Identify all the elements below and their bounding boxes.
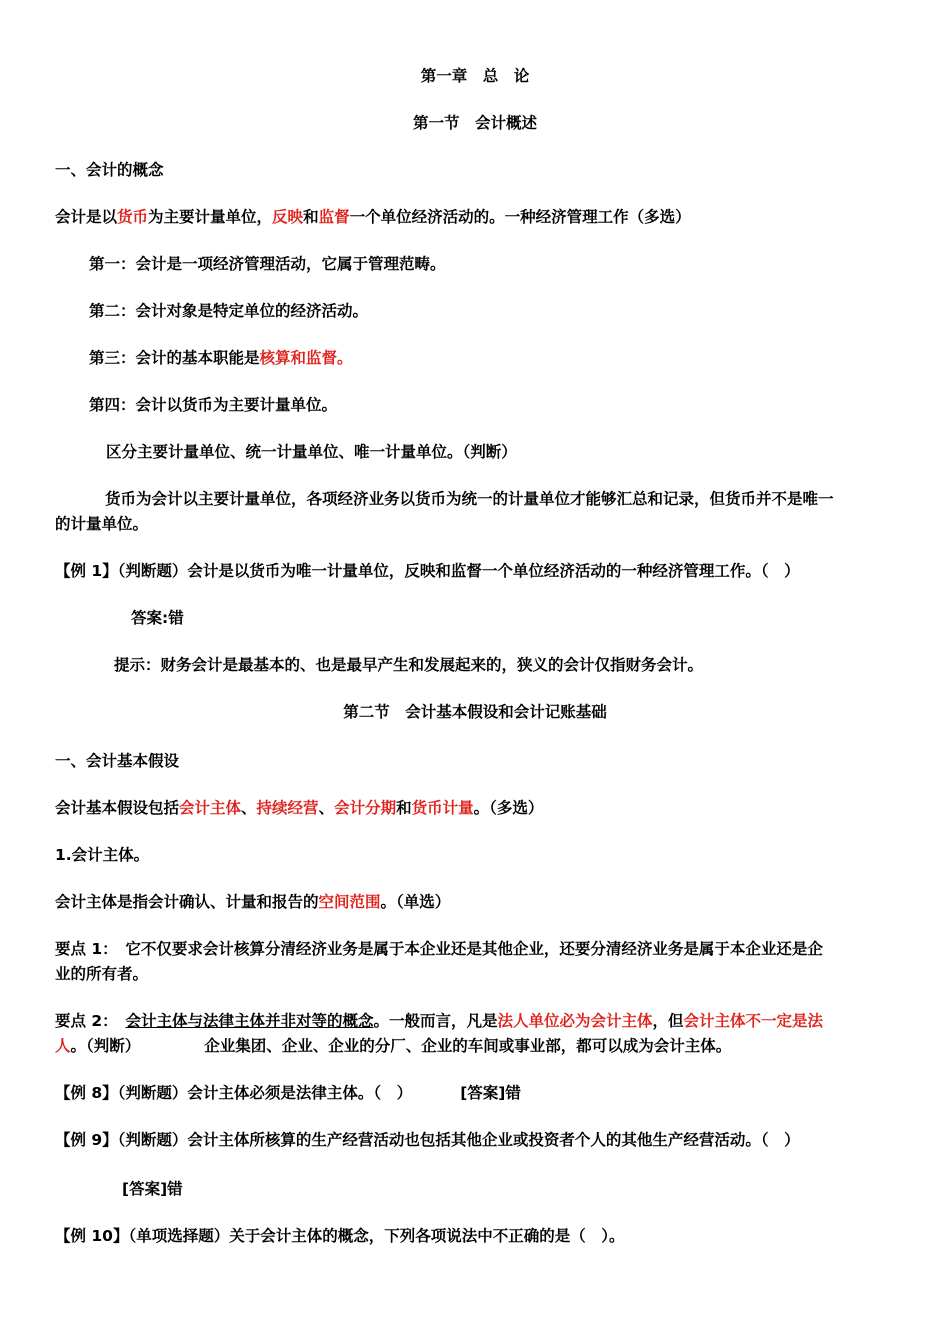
text: 。（单选） [380,893,451,911]
section1-title: 第一节 会计概述 [412,114,537,132]
highlight: 核算和监督。 [259,349,353,367]
text: 、 [318,799,335,817]
highlight: 监督 [318,208,350,226]
currency-paragraph-line1: 货币为会计以主要计量单位，各项经济业务以货币为统一的计量单位才能够汇总和记录，但货币并不是唯一 [105,490,834,508]
assumptions [55,796,543,821]
text: 。（多选） [473,799,544,817]
highlight: 反映 [272,208,304,226]
accounting-definition [55,205,691,230]
highlight: 人 [55,1037,71,1055]
example-10: 【例 10】（单项选择题）关于会计主体的概念，下列各项说法中不正确的是（ ）。 [55,1227,625,1245]
text: 和 [396,799,412,817]
entity-heading: 1.会计主体。 [55,846,150,864]
example-9: 【例 9】（判断题）会计主体所核算的生产经营活动也包括其他企业或投资者个人的其他生产经营活动。（ ） [55,1131,800,1149]
section1-heading: 一、会计的概念 [55,161,164,179]
distinguish-note: 区分主要计量单位、统一计量单位、唯一计量单位。（判断） [106,443,517,461]
highlight: 货币 [117,208,149,226]
key-point-1-line2: 业的所有者。 [55,965,149,983]
point-4: 第四：会计以货币为主要计量单位。 [89,396,338,414]
text: 为主要计量单位， [148,208,273,226]
answer-1: 答案:错 [131,609,184,627]
text: 会计主体是指会计确认、计量和报告的 [55,893,319,911]
answer-9: [答案]错 [122,1180,183,1198]
text: 会计是以 [55,208,118,226]
text: ，但 [652,1012,684,1030]
key-point-2-line2 [55,1034,731,1059]
key-point-2-line1 [55,1009,823,1034]
text: 和 [303,208,319,226]
example-8 [55,1081,521,1106]
hint: 提示：财务会计是最基本的、也是最早产生和发展起来的，狭义的会计仅指财务会计。 [114,656,704,674]
text: 要点 2： [55,1012,126,1030]
highlight: 货币计量 [411,799,474,817]
text: 第三：会计的基本职能是 [89,349,260,367]
highlight: 持续经营 [256,799,319,817]
text: 会计基本假设包括 [55,799,180,817]
highlight: 法人单位必为会计主体 [497,1012,653,1030]
highlight: 空间范围 [318,893,381,911]
highlight: 会计分期 [334,799,397,817]
text: 。一般而言，凡是 [373,1012,498,1030]
example-1: 【例 1】（判断题）会计是以货币为唯一计量单位，反映和监督一个单位经济活动的一种经济管理工作。（ ） [55,562,800,580]
text: 、 [241,799,257,817]
text: 。（判断） [70,1037,141,1055]
point-3 [89,346,353,371]
answer-8: [答案]错 [460,1084,521,1102]
highlight: 会计主体 [179,799,242,817]
currency-paragraph-line2: 的计量单位。 [55,515,149,533]
highlight: 会计主体不一定是法 [683,1012,824,1030]
example-8-text: 【例 8】（判断题）会计主体必须是法律主体。（ ） [55,1084,413,1102]
entity-definition [55,890,450,915]
chapter-title: 第一章 总 论 [420,67,530,85]
point-1: 第一：会计是一项经济管理活动，它属于管理范畴。 [89,255,446,273]
section2-heading: 一、会计基本假设 [55,752,180,770]
key-point-1-line1: 要点 1： 它不仅要求会计核算分清经济业务是属于本企业还是其他企业，还要分清经济业务是属于本企业还是企 [55,940,823,958]
section2-title: 第二节 会计基本假设和会计记账基础 [343,703,607,721]
text: 一个单位经济活动的。一种经济管理工作（多选） [349,208,691,226]
text: 企业集团、企业、企业的分厂、企业的车间或事业部，都可以成为会计主体。 [204,1037,732,1055]
point-2: 第二：会计对象是特定单位的经济活动。 [89,302,369,320]
underlined-text: 会计主体与法律主体并非对等的概念 [125,1012,374,1030]
